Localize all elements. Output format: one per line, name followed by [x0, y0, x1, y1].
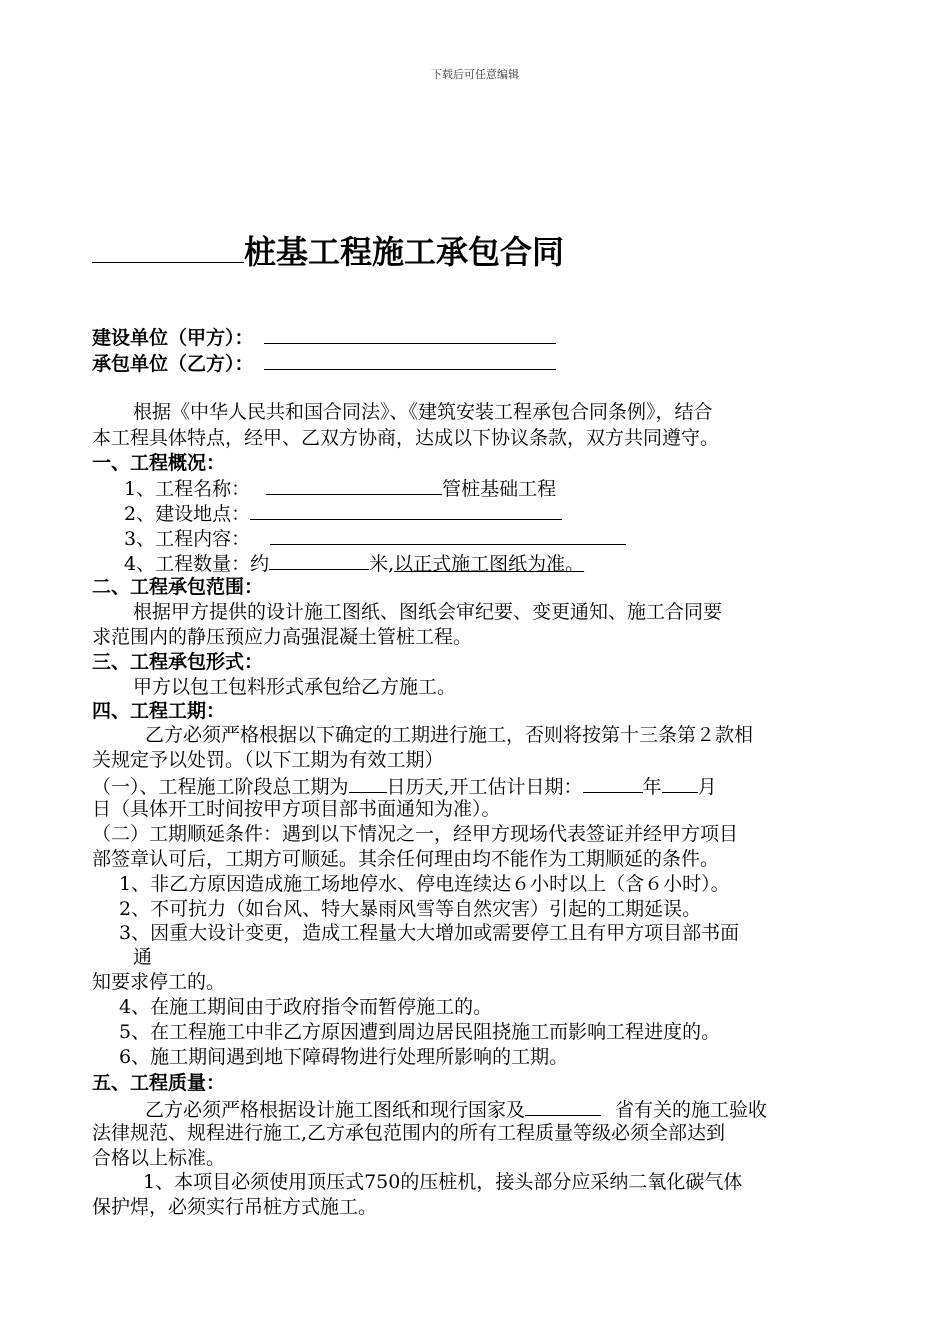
s4-p1-month: 月 [697, 776, 717, 798]
s5-line-3: 合格以上标准。 [92, 1147, 226, 1169]
s5-item-1-line-1: 1、本项目必须使用顶压式750的压桩机，接头部分应采纳二氧化碳气体 [143, 1171, 743, 1193]
s1-item-1-label: 1、工程名称： [124, 478, 251, 500]
duration-days-field[interactable] [349, 773, 387, 793]
section-4-heading: 四、工程工期： [92, 700, 226, 722]
start-year-field[interactable] [583, 773, 643, 793]
intro-line-2: 本工程具体特点，经甲、乙双方协商，达成以下协议条款，双方共同遵守。 [92, 427, 720, 449]
s4-item-4: 4、在施工期间由于政府指令而暂停施工的。 [119, 996, 493, 1018]
s5-line-2: 法律规范、规程进行施工,乙方承包范围内的所有工程质量等级必须全部达到 [92, 1122, 726, 1144]
s1-item-1-value: 管桩基础工程 [442, 478, 557, 500]
s4-item-3-cont: 知要求停工的。 [92, 971, 226, 993]
s4-item-5: 5、在工程施工中非乙方原因遭到周边居民阻挠施工而影响工程进度的。 [119, 1021, 721, 1043]
s1-item-4 [124, 550, 584, 577]
s1-item-3-field[interactable] [270, 525, 626, 545]
s4-p1-a: （一）、工程施工阶段总工期为 [92, 776, 349, 798]
s1-item-4-field[interactable] [269, 550, 369, 570]
title-blank[interactable] [92, 226, 244, 263]
party-a-label: 建设单位（甲方）： [92, 327, 254, 349]
s3-body: 甲方以包工包料形式承包给乙方施工。 [133, 676, 457, 698]
s4-p1-b: 日历天,开工估计日期： [386, 776, 583, 798]
start-month-field[interactable] [662, 773, 698, 793]
s2-line-2: 求范围内的静压预应力高强混凝土管桩工程。 [92, 626, 473, 648]
s1-item-3 [124, 525, 626, 552]
section-3-heading: 三、工程承包形式： [92, 651, 264, 673]
s1-item-2 [124, 500, 562, 527]
s4-item-3-wrap: 通 [133, 946, 153, 968]
s4-item-6: 6、施工期间遇到地下障碍物进行处理所影响的工期。 [119, 1046, 569, 1068]
s5-body-b: 省有关的施工验收 [615, 1099, 768, 1121]
s1-item-1-field[interactable] [266, 475, 442, 495]
header-note: 下载后可任意编辑 [431, 68, 519, 81]
s4-line-1: 乙方必须严格根据以下确定的工期进行施工，否则将按第十三条第２款相 [145, 724, 754, 746]
section-2-heading: 二、工程承包范围： [92, 576, 264, 598]
party-b-row [92, 350, 556, 377]
section-5-heading: 五、工程质量： [92, 1072, 226, 1094]
s4-item-2: 2、不可抗力（如台风、特大暴雨风雪等自然灾害）引起的工期延误。 [119, 898, 702, 920]
page-title [92, 226, 564, 273]
party-b-field[interactable] [264, 350, 556, 370]
section-1-heading: 一、工程概况： [92, 452, 226, 474]
s2-line-1: 根据甲方提供的设计施工图纸、图纸会审纪要、变更通知、施工合同要 [133, 601, 723, 623]
s4-p2-line-2: 部签章认可后，工期方可顺延。其余任何理由均不能作为工期顺延的条件。 [92, 848, 720, 870]
s4-p2-line-1: （二）工期顺延条件：遇到以下情况之一，经甲方现场代表签证并经甲方项目 [92, 823, 739, 845]
s1-item-3-label: 3、工程内容： [124, 528, 251, 550]
title-text: 桩基工程施工承包合同 [244, 233, 565, 271]
intro-line-1: 根据《中华人民共和国合同法》、《建筑安装工程承包合同条例》，结合 [133, 401, 713, 423]
province-field[interactable] [525, 1096, 601, 1116]
s1-item-4-label: 4、工程数量：约 [124, 553, 270, 575]
party-b-label: 承包单位（乙方）： [92, 353, 254, 375]
s1-item-4-unit: 米, [369, 553, 395, 575]
s1-item-2-field[interactable] [250, 500, 562, 520]
s4-p1-line-2: 日（具体开工时间按甲方项目部书面通知为准）。 [92, 798, 501, 820]
s4-line-2: 关规定予以处罚。（以下工期为有效工期） [92, 749, 444, 771]
party-a-field[interactable] [264, 324, 556, 344]
s5-line-1 [145, 1096, 767, 1123]
s1-item-1 [124, 475, 556, 502]
s4-p1-year: 年 [642, 776, 662, 798]
s5-body-a: 乙方必须严格根据设计施工图纸和现行国家及 [145, 1099, 526, 1121]
s4-item-1: 1、非乙方原因造成施工场地停水、停电连续达６小时以上（含６小时）。 [119, 873, 730, 895]
s1-item-2-label: 2、建设地点： [124, 503, 251, 525]
s5-item-1-line-2: 保护焊，必须实行吊桩方式施工。 [92, 1196, 378, 1218]
s4-item-3: 3、因重大设计变更，造成工程量大大增加或需要停工且有甲方项目部书面 [119, 922, 740, 944]
party-a-row [92, 324, 556, 351]
s1-item-4-note: 以正式施工图纸为准。 [394, 553, 585, 575]
s4-p1-line-1 [92, 773, 717, 800]
